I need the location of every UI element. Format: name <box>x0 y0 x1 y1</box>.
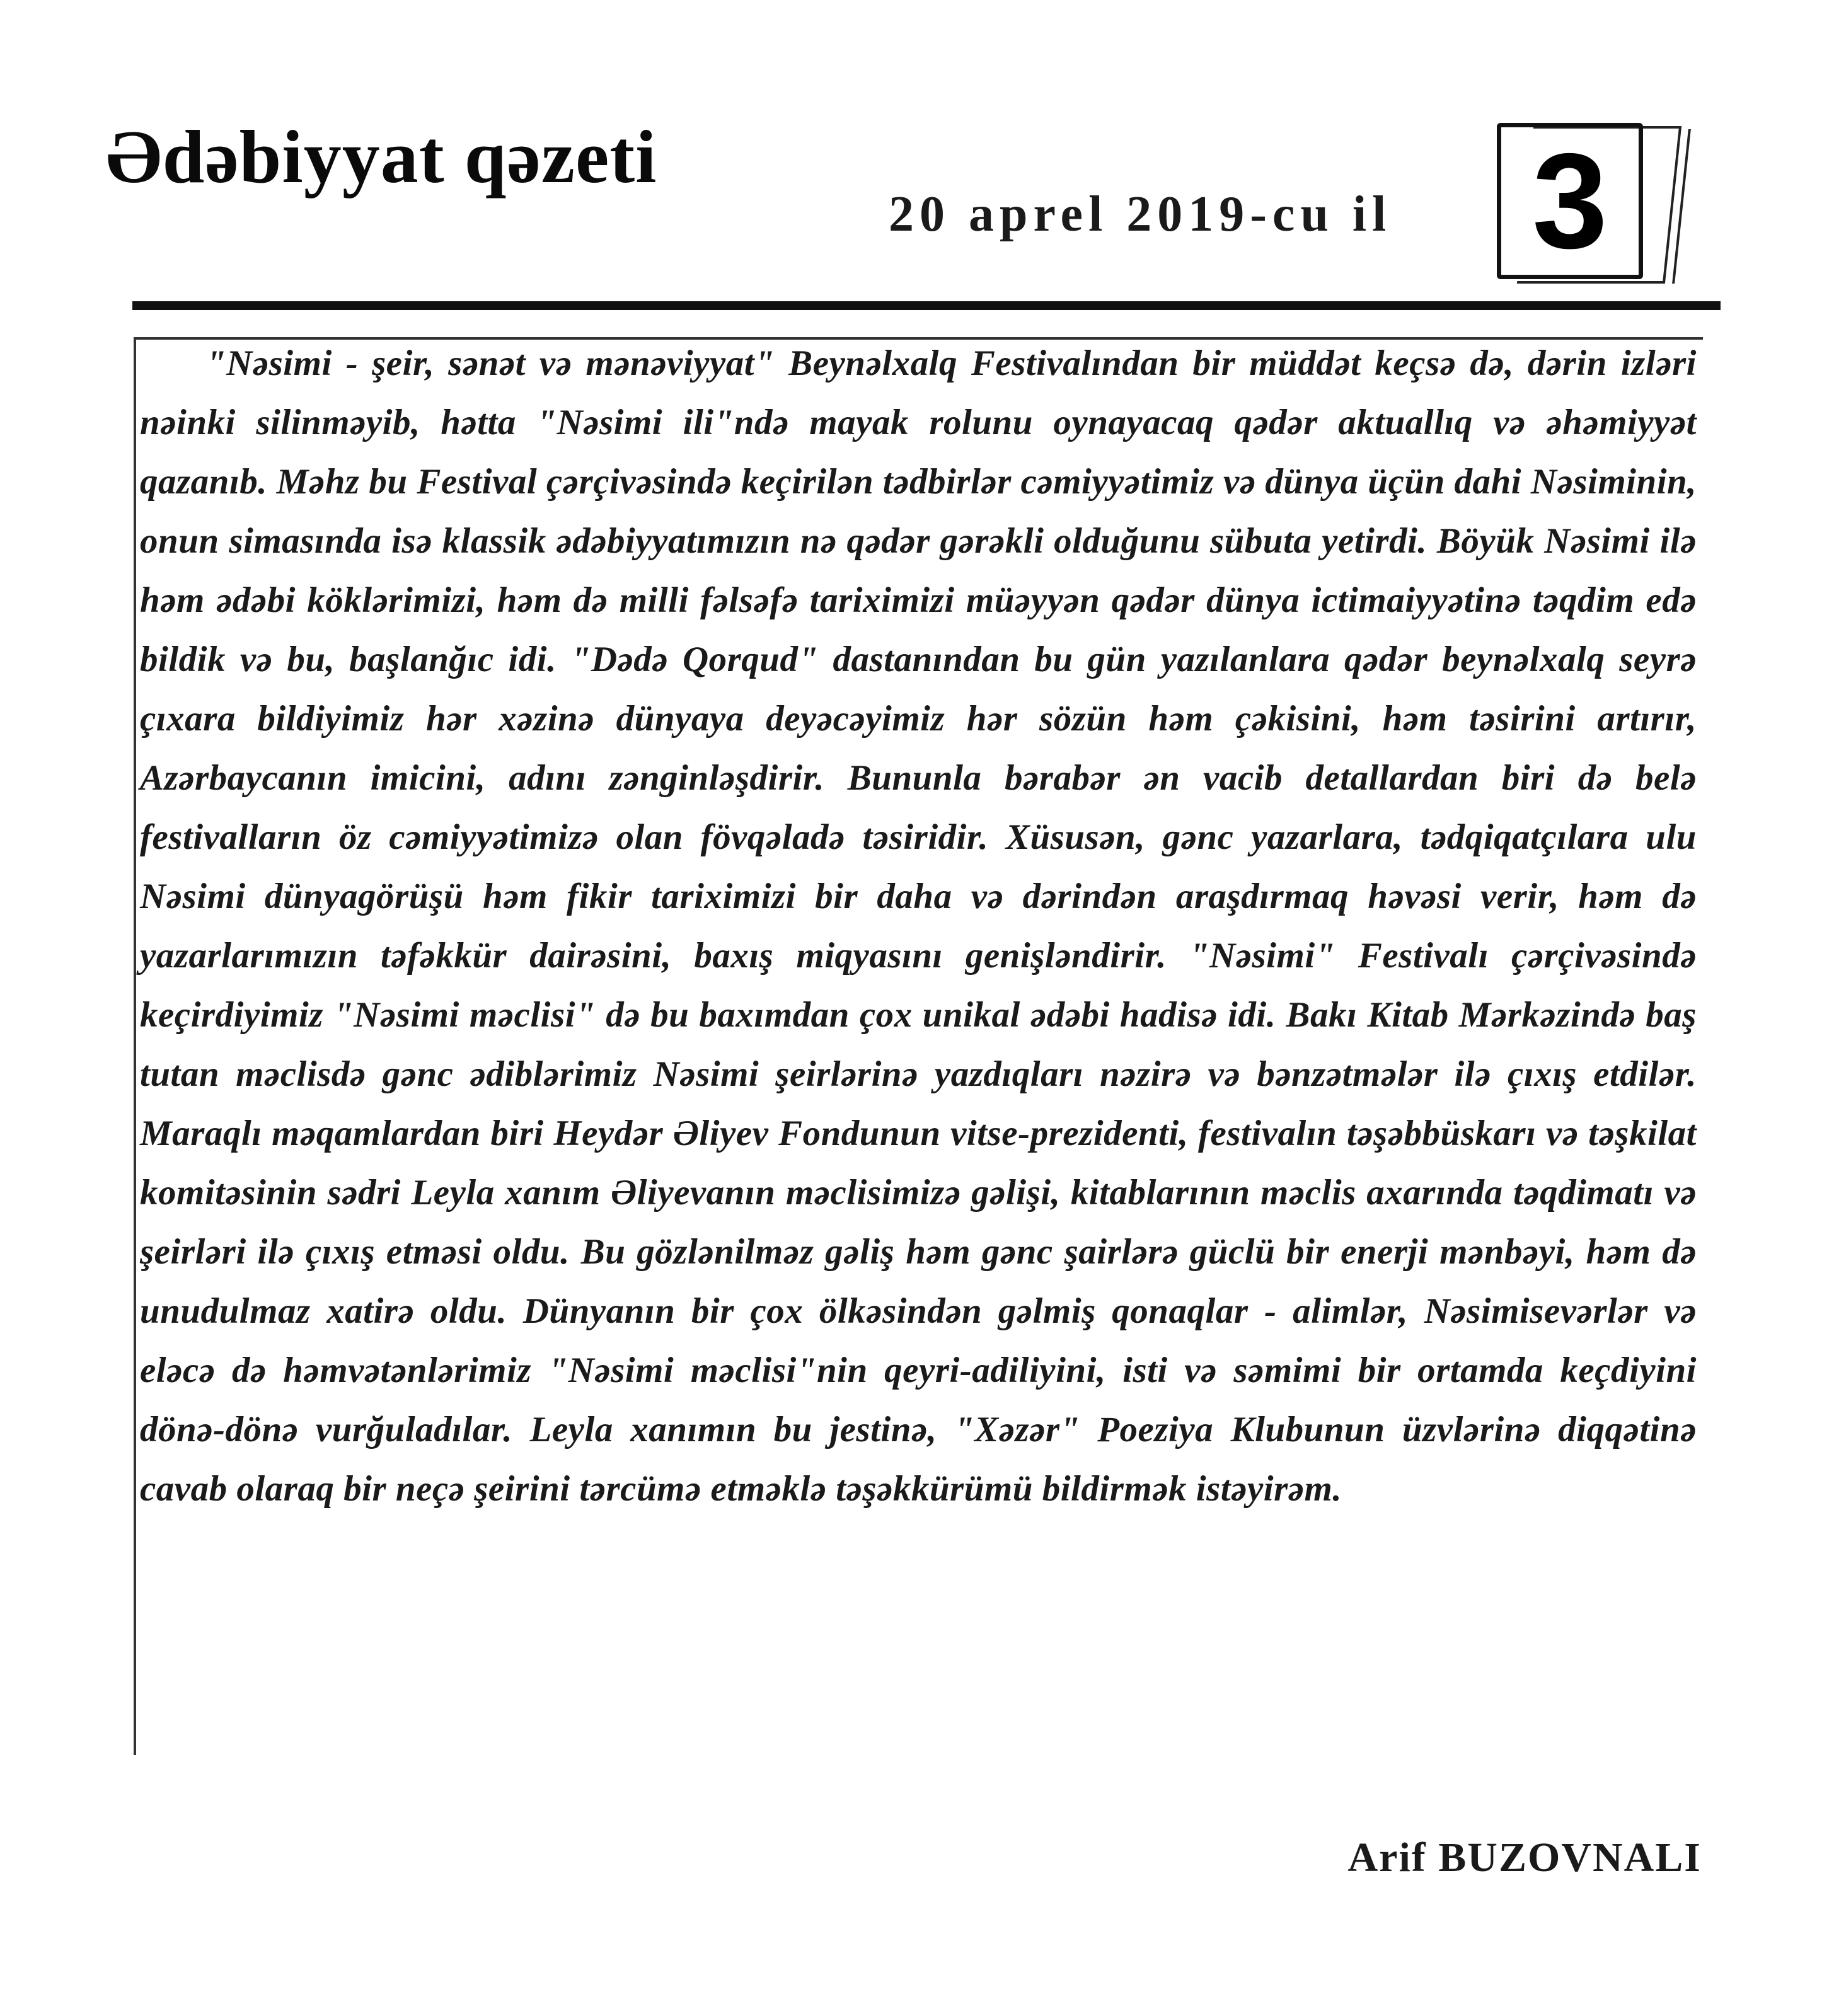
article-body: "Nəsimi - şeir, sənət və mənəviyyat" Beynəlxalq Festivalından bir müddət keçsə də, dərin izləri nəinki silinməyib, hətta "Nəsimi ili"ndə mayak rolunu oynayacaq qədər aktuallıq və əhəmiyyət qazanıb. Məhz bu Festival çərçivəsində keçirilən tədbirlər cəmiyyətimiz və dünya üçün dahi Nəsiminin, onun simasında isə klassik ədəbiyyatımızın nə qədər gərəkli olduğunu sübuta yetirdi. Böyük Nəsimi ilə həm ədəbi köklərimizi, həm də milli fəlsəfə tariximizi müəyyən qədər dünya ictimaiyyətinə təqdim edə bildik və bu, başlanğıc idi. "Dədə Qorqud" dastanından bu gün yazılanlara qədər beynəlxalq seyrə çıxara bildiyimiz hər xəzinə dünyaya deyəcəyimiz hər sözün həm çəkisini, həm təsirini artırır, Azərbaycanın imicini, adını zənginləşdirir. Bununla bərabər ən vacib detallardan biri də belə festivalların öz cəmiyyətimizə olan fövqəladə təsiridir. Xüsusən, gənc yazarlara, tədqiqatçılara ulu Nəsimi dünyagörüşü həm fikir tariximizi bir daha və dərindən araşdırmaq həvəsi verir, həm də yazarlarımızın təfəkkür dairəsini, baxış miqyasını genişləndirir. "Nəsimi" Festivalı çərçivəsində keçirdiyimiz "Nəsimi məclisi" də bu baxımdan çox unikal ədəbi hadisə idi. Bakı Kitab Mərkəzində baş tutan məclisdə gənc ədiblərimiz Nəsimi şeirlərinə yazdıqları nəzirə və bənzətmələr ilə çıxış etdilər. Maraqlı məqamlardan biri Heydər Əliyev Fondunun vitse-prezidenti, festivalın təşəbbüskarı və təşkilat komitəsinin sədri Leyla xanım Əliyevanın məclisimizə gəlişi, kitablarının məclis axarında təqdimatı və şeirləri ilə çıxış etməsi oldu. Bu gözlənilməz gəliş həm gənc şairlərə güclü bir enerji mənbəyi, həm də unudulmaz xatirə oldu. Dünyanın bir çox ölkəsindən gəlmiş qonaqlar - alimlər, Nəsimisevərlər və eləcə də həmvətənlərimiz "Nəsimi məclisi"nin qeyri-adiliyini, isti və səmimi bir ortamda keçdiyini dönə-dönə vurğuladılar. Leyla xanımın bu jestinə, "Xəzər" Poeziya Klubunun üzvlərinə diqqətinə cavab olaraq bir neçə şeirini tərcümə etməklə təşəkkürümü bildirmək istəyirəm. <box>140 343 1697 1509</box>
newspaper-title: Ədəbiyyat qəzeti <box>106 115 657 199</box>
issue-date: 20 aprel 2019-cu il <box>889 187 1392 242</box>
article-author: Arif BUZOVNALI <box>1347 1835 1702 1881</box>
header-divider <box>132 301 1721 310</box>
page-number: 3 <box>1532 125 1608 277</box>
